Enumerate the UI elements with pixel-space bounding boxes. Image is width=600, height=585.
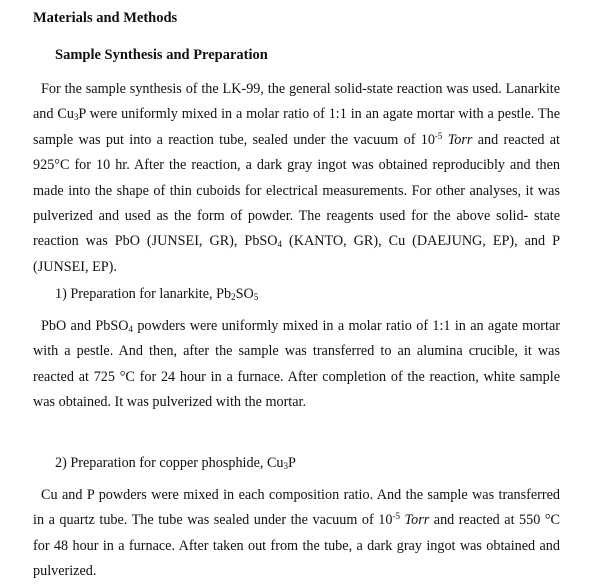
intro-text-c: P were uniformly mixed in a molar ratio of 1:1 in an agate mortar with a pestle. The sample was put into a reaction tube, sealed under the vacuum of 10 xyxy=(33,106,560,148)
step2-unit-torr: Torr xyxy=(404,512,430,529)
step2-paragraph xyxy=(33,483,560,585)
step2-body-d: and reacted at 550 °C for 48 hour in a furnace. After taken out from the tube, a dark gray ingot was obtained and pulverized. xyxy=(33,512,561,580)
step2-title-c: P xyxy=(288,455,296,471)
step1-title xyxy=(55,285,258,303)
intro-paragraph xyxy=(33,77,560,280)
intro-superscript-exponent: -5 xyxy=(434,130,443,141)
step1-body-c: powders were uniformly mixed in a molar ratio of 1:1 in an agate mortar with a pestle. And then, after the sample was transferred to an alumina crucible, it was reacted at 725 °C for 24 hour in a furnace. After completion of the reaction, white sample was obtained. It was pulverized with the mortar. xyxy=(33,318,560,411)
step1-title-c: SO xyxy=(235,286,254,302)
step1-title-subscript-so5: 5 xyxy=(253,292,259,302)
step1-body-a: PbO and PbSO xyxy=(41,318,129,334)
intro-subscript-so4: 4 xyxy=(277,239,283,250)
step1-title-subscript-pb2: 2 xyxy=(231,292,236,302)
subsection-title: Sample Synthesis and Preparation xyxy=(55,47,268,63)
intro-text-f: and reacted at 925°C for 10 hr. After the reaction, a dark gray ingot was obtained reproducibly and then made into the shape of thin cuboids for electrical measurements. For other analyses, it was pulverized and used as the form of powder. The reagents used for the above solid- state reaction was PbO (JUNSEI, GR), PbSO xyxy=(33,131,561,250)
intro-unit-torr: Torr xyxy=(447,131,473,148)
step2-title xyxy=(55,454,296,472)
intro-text-a: For the sample synthesis of the LK-99, the general solid-state reaction was used. Lanarkite and Cu xyxy=(33,81,560,123)
section-title: Materials and Methods xyxy=(33,10,178,26)
intro-subscript-cu3: 3 xyxy=(73,112,79,123)
step2-body-superscript-exponent: -5 xyxy=(392,511,400,522)
step1-body-subscript-so4: 4 xyxy=(128,324,133,334)
step2-title-a: 2) Preparation for copper phosphide, Cu xyxy=(55,455,284,471)
step1-title-a: 1) Preparation for lanarkite, Pb xyxy=(55,286,232,302)
step2-body-a: Cu and P powders were mixed in each composition ratio. And the sample was transferred in a quartz tube. The tube was sealed under the vacuum of 10 xyxy=(33,487,560,529)
intro-text-h: (KANTO, GR), Cu (DAEJUNG, EP), and P (JUNSEI, EP). xyxy=(33,233,560,275)
step2-title-subscript-cu3: 3 xyxy=(283,461,289,471)
step1-paragraph xyxy=(33,314,560,416)
